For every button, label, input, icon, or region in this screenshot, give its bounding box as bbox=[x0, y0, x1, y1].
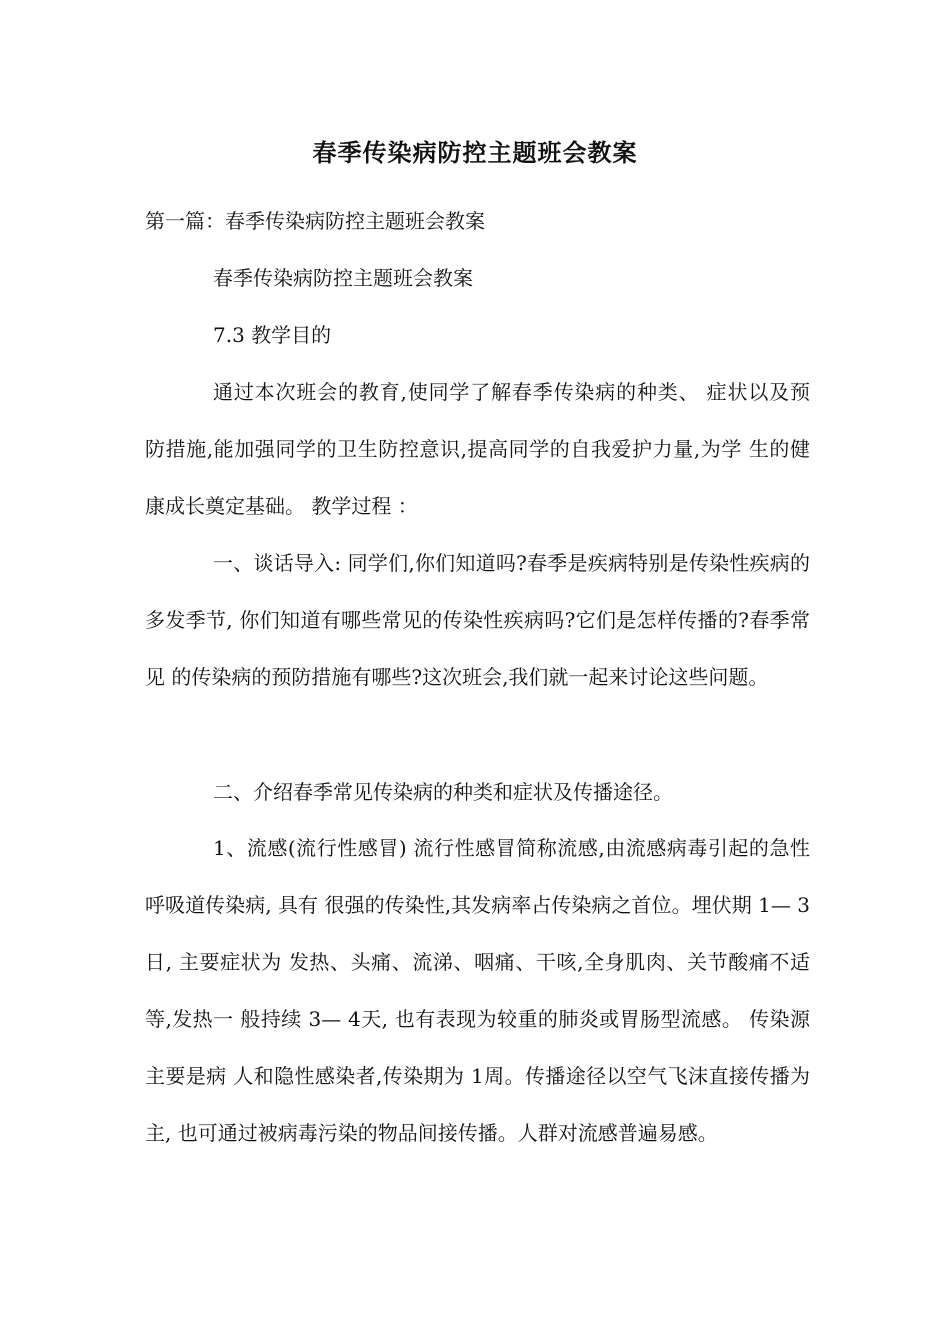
objective-heading: 7.3 教学目的 bbox=[213, 323, 332, 347]
objective-paragraph: 通过本次班会的教育,使同学了解春季传染病的种类、 症状以及预 防措施,能加强同学的卫生防控意识,提高同学的自我爱护力量,为学 生的健康成长奠定基础。 教学过程 ： bbox=[145, 380, 810, 518]
document-title: 春季传染病防控主题班会教案 bbox=[312, 138, 638, 167]
section-heading: 第一篇：春季传染病防控主题班会教案 bbox=[145, 209, 485, 233]
subtitle: 春季传染病防控主题班会教案 bbox=[213, 266, 473, 290]
section-two-heading: 二、介绍春季常见传染病的种类和症状及传播途径。 bbox=[213, 780, 673, 804]
intro-paragraph: 一、谈话导入: 同学们,你们知道吗?春季是疾病特别是传染性疾病的多发季节, 你们知道有哪些常见的传染性疾病吗?它们是怎样传播的?春季常见 的传染病的预防措施有哪些?这次班会,我们就一起来讨论这些问题。 bbox=[145, 551, 810, 689]
flu-paragraph: 1、流感(流行性感冒) 流行性感冒简称流感,由流感病毒引起的急性呼吸道传染病, 具有 很强的传染性,其发病率占传染病之首位。埋伏期 1— 3日, 主要症状为 发热、头痛、流涕、咽痛、干咳,全身肌肉、关节酸痛不适等,发热一 般持续 3— 4天, 也有表现为较重的肺炎或胃肠型流感。 传染源主要是病 人和隐性感染者,传染期为 1周。传播途径以空气飞沫直接传播为主, 也可通过被病毒污染的物品间接传播。人群对流感普遍易感。 bbox=[145, 836, 810, 1145]
